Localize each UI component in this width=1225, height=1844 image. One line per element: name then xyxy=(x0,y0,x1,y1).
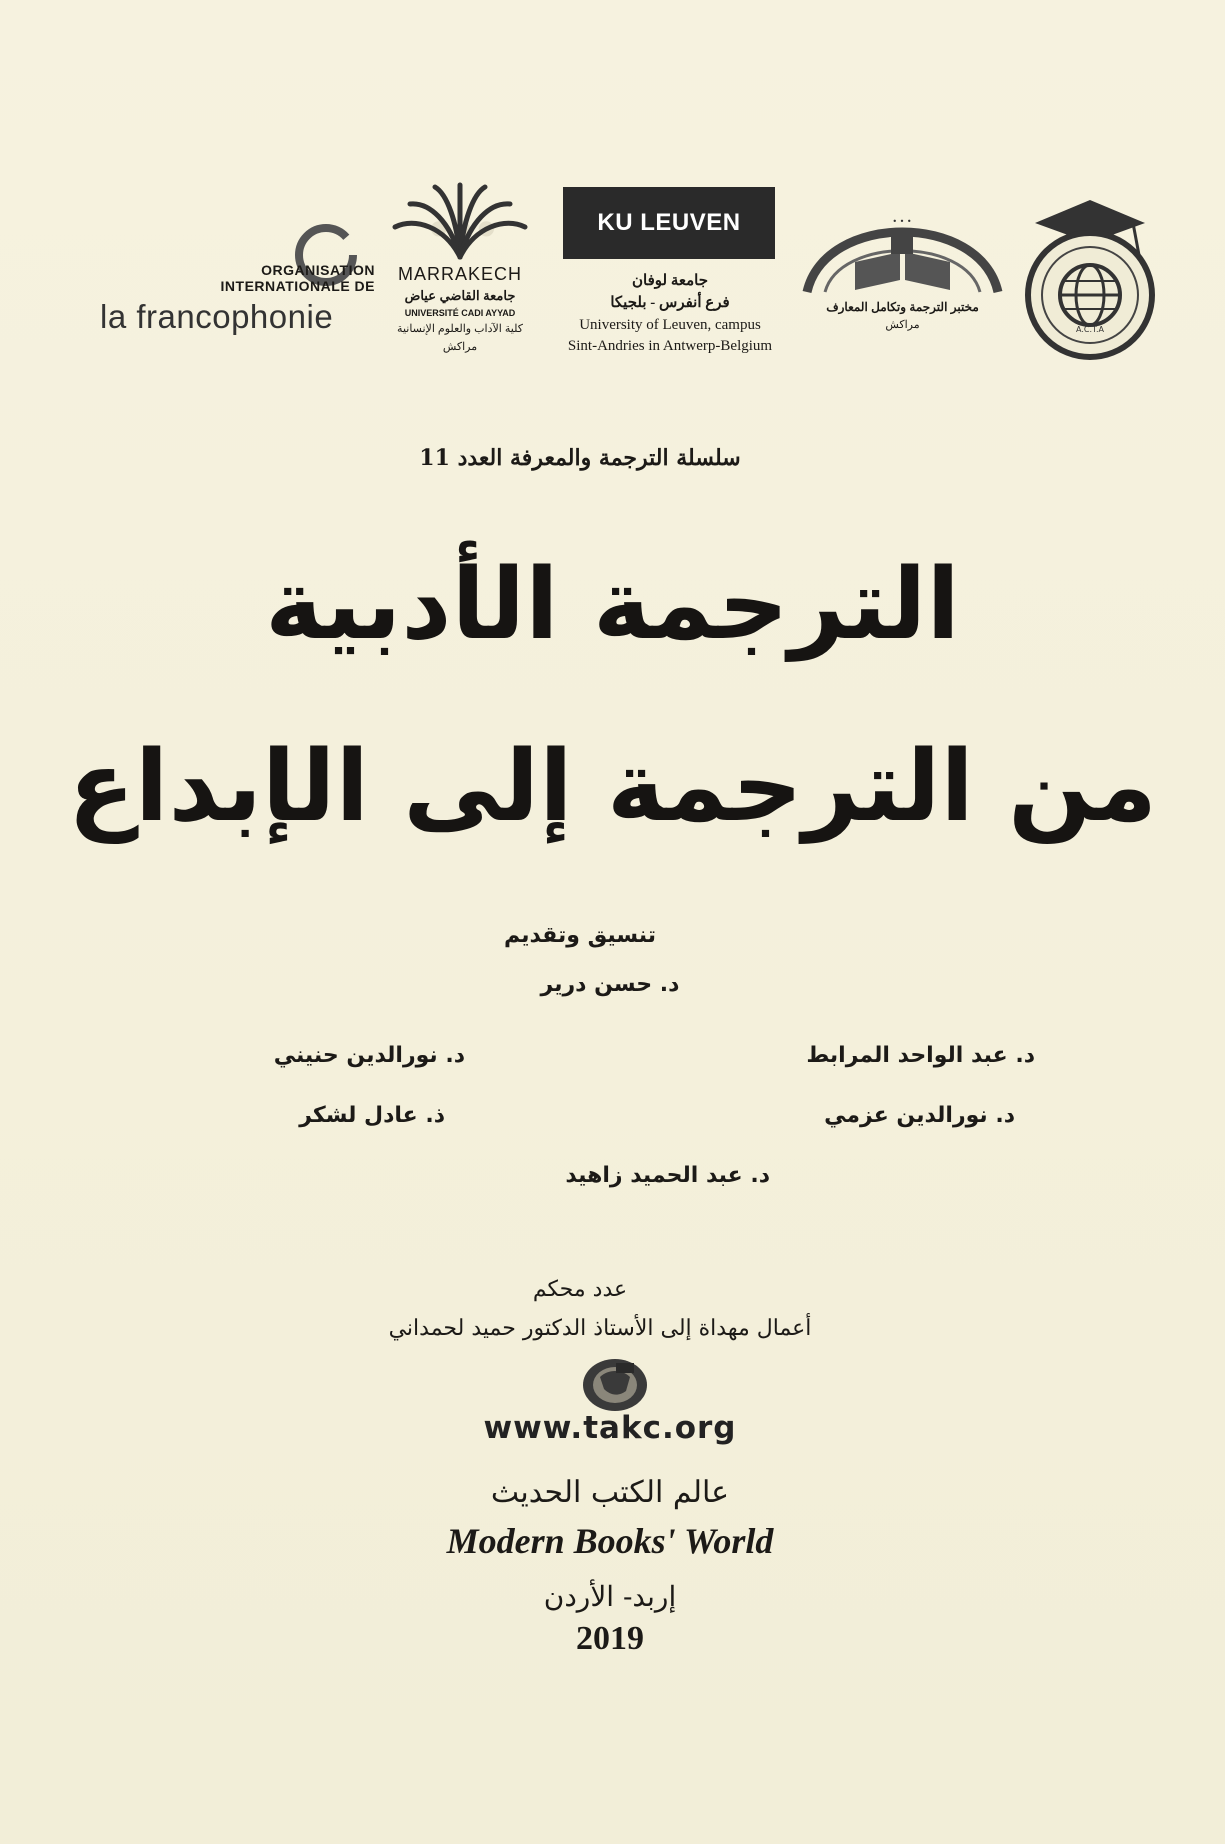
book-title-line1: الترجمة الأدبية xyxy=(265,548,960,662)
graduation-cap-globe-icon xyxy=(1015,195,1165,365)
peer-reviewed-label: عدد محكم xyxy=(532,1277,628,1302)
dedication-text: أعمال مهداة إلى الأستاذ الدكتور حميد لحمداني xyxy=(388,1316,812,1341)
francophonie-logo xyxy=(100,210,375,340)
publisher-website: www.takc.org xyxy=(483,1410,737,1446)
coordinator-name: د. حسن درير xyxy=(540,972,680,997)
cadi-ayyad-arabic: جامعة القاضي عياض xyxy=(404,288,516,303)
publisher-name-english: Modern Books' World xyxy=(446,1521,774,1561)
show-through-text: ● ● ● xyxy=(430,215,496,239)
francophonie-line1: ORGANISATION xyxy=(261,262,375,278)
contributor-name: د. عبد الحميد زاهيد xyxy=(565,1163,770,1188)
cadi-ayyad-logo xyxy=(385,182,535,377)
series-label: سلسلة الترجمة والمعرفة العدد 11 xyxy=(419,445,741,471)
ku-leuven-en1: University of Leuven, campus xyxy=(579,317,761,333)
contributor-name: ذ. عادل لشكر xyxy=(299,1103,445,1128)
contributor-name: د. نورالدين حنيني xyxy=(273,1043,465,1068)
marrakech-city: مراكش xyxy=(442,341,478,353)
svg-text:• • •: • • • xyxy=(892,217,912,226)
publisher-name-arabic: عالم الكتب الحديث xyxy=(490,1475,730,1510)
ku-leuven-badge: KU LEUVEN xyxy=(563,187,775,259)
marrakech-label: MARRAKECH xyxy=(397,264,522,284)
ku-leuven-ar2: فرع أنفرس - بلجيكا xyxy=(610,295,730,311)
francophonie-org-label xyxy=(175,262,375,294)
contributor-name: د. نورالدين عزمي xyxy=(824,1103,1015,1128)
contributor-name: د. عبد الواحد المرابط xyxy=(806,1043,1035,1068)
lab-caption: مختبر الترجمة وتكامل المعارف xyxy=(826,300,979,314)
translation-lab-logo xyxy=(795,192,1010,342)
publication-year: 2019 xyxy=(576,1620,644,1657)
publication-place: إربد- الأردن xyxy=(543,1580,677,1613)
ku-leuven-en2: Sint-Andries in Antwerp-Belgium xyxy=(567,338,773,354)
palm-emblem-icon xyxy=(385,182,535,262)
book-title-line2: من الترجمة إلى الإبداع xyxy=(67,730,1157,844)
coordination-label: تنسيق وتقديم xyxy=(503,923,657,948)
publisher-globe-icon xyxy=(580,1355,650,1415)
acta-emblem xyxy=(1015,195,1165,365)
francophonie-line2: INTERNATIONALE DE xyxy=(220,278,375,294)
svg-text:A.C.T.A: A.C.T.A xyxy=(1076,325,1104,334)
ku-leuven-logo xyxy=(555,187,785,377)
faculty-name: كلية الآداب والعلوم الإنسانية xyxy=(397,323,523,335)
francophonie-name: la francophonie xyxy=(100,298,334,335)
ku-leuven-ar1: جامعة لوفان xyxy=(632,273,708,289)
open-book-icon xyxy=(795,192,1010,302)
cadi-ayyad-french: UNIVERSITÉ CADI AYYAD xyxy=(404,308,516,318)
lab-city: مراكش xyxy=(885,319,920,331)
